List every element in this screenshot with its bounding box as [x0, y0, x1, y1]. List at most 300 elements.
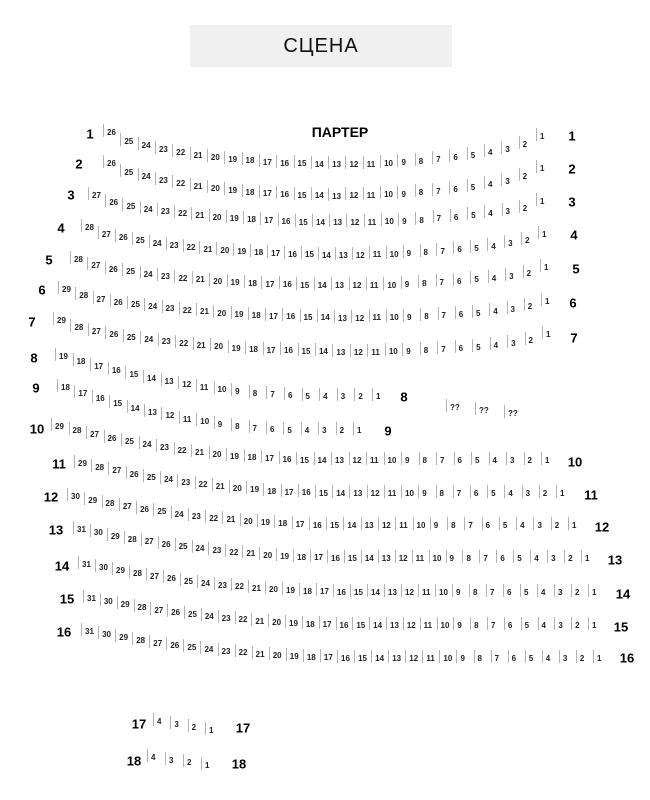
seat[interactable]: 10 — [429, 550, 445, 563]
seat[interactable]: 8 — [447, 517, 463, 530]
seat[interactable]: 16 — [279, 276, 295, 289]
seat[interactable]: 9 — [430, 517, 446, 530]
seat[interactable]: 2 — [525, 332, 541, 345]
seat[interactable]: 10 — [386, 309, 402, 322]
seat[interactable]: 21 — [222, 511, 238, 524]
seat[interactable]: 21 — [242, 545, 258, 558]
seat[interactable]: 4 — [538, 617, 554, 630]
seat[interactable]: 16 — [278, 213, 294, 226]
seat[interactable]: 21 — [190, 147, 206, 160]
seat[interactable]: 11 — [395, 517, 411, 530]
seat[interactable]: 11 — [384, 485, 400, 498]
seat[interactable]: 16 — [284, 246, 300, 259]
seat[interactable]: 4 — [153, 713, 169, 726]
seat[interactable]: 14 — [314, 277, 330, 290]
seat[interactable]: 25 — [143, 469, 159, 482]
seat[interactable]: 7 — [432, 183, 448, 196]
seat[interactable]: 3 — [501, 141, 517, 154]
seat[interactable]: 15 — [296, 452, 312, 465]
seat[interactable]: 6 — [266, 421, 282, 434]
seat[interactable]: 24 — [171, 506, 187, 519]
seat[interactable]: 28 — [75, 287, 91, 300]
seat[interactable]: 6 — [449, 181, 465, 194]
seat[interactable]: 18 — [242, 152, 258, 165]
seat[interactable]: 5 — [472, 305, 488, 318]
seat[interactable]: 13 — [361, 517, 377, 530]
seat[interactable]: 5 — [283, 422, 299, 435]
seat[interactable]: 23 — [157, 268, 173, 281]
seat[interactable]: 10 — [380, 186, 396, 199]
seat[interactable]: 3 — [554, 584, 570, 597]
seat[interactable]: 7 — [436, 452, 452, 465]
seat[interactable]: 19 — [276, 548, 292, 561]
seat[interactable]: 26 — [105, 261, 121, 274]
seat[interactable]: 11 — [366, 452, 382, 465]
seat[interactable]: 6 — [482, 517, 498, 530]
seat[interactable]: 4 — [488, 270, 504, 283]
seat[interactable]: 18 — [73, 353, 89, 366]
seat[interactable]: 31 — [83, 590, 99, 603]
seat[interactable]: 4 — [147, 749, 163, 762]
seat[interactable]: 17 — [292, 516, 308, 529]
seat[interactable]: 5 — [467, 179, 483, 192]
seat[interactable]: 2 — [519, 200, 535, 213]
seat[interactable]: 9 — [397, 186, 413, 199]
seat[interactable]: 12 — [352, 247, 368, 260]
seat[interactable]: 20 — [209, 209, 225, 222]
seat[interactable]: 10 — [401, 485, 417, 498]
seat[interactable]: 27 — [108, 462, 124, 475]
seat[interactable]: 23 — [208, 542, 224, 555]
seat[interactable]: 2 — [571, 584, 587, 597]
seat[interactable]: 7 — [266, 386, 282, 399]
seat[interactable]: 14 — [314, 452, 330, 465]
seat[interactable]: 19 — [228, 340, 244, 353]
seat[interactable]: 4 — [530, 550, 546, 563]
seat[interactable]: 6 — [503, 584, 519, 597]
seat[interactable]: 20 — [207, 180, 223, 193]
seat[interactable]: 20 — [213, 305, 229, 318]
seat[interactable]: 13 — [388, 650, 404, 663]
seat[interactable]: 21 — [248, 580, 264, 593]
seat[interactable]: 16 — [309, 517, 325, 530]
seat[interactable]: 23 — [177, 474, 193, 487]
seat[interactable]: 25 — [120, 133, 136, 146]
seat[interactable]: 3 — [502, 203, 518, 216]
seat[interactable]: 21 — [252, 646, 268, 659]
seat[interactable]: 13 — [349, 485, 365, 498]
seat[interactable]: 13 — [331, 452, 347, 465]
seat[interactable]: 13 — [334, 310, 350, 323]
seat[interactable]: 9 — [214, 416, 230, 429]
seat[interactable]: 5 — [525, 650, 541, 663]
seat[interactable]: 6 — [470, 485, 486, 498]
seat[interactable]: 11 — [364, 214, 380, 227]
seat[interactable]: 10 — [381, 213, 397, 226]
seat[interactable]: 5 — [472, 339, 488, 352]
seat[interactable]: 19 — [227, 274, 243, 287]
seat[interactable]: 12 — [405, 650, 421, 663]
seat[interactable]: 14 — [369, 617, 385, 630]
seat[interactable]: 8 — [474, 650, 490, 663]
seat[interactable]: 3 — [501, 173, 517, 186]
seat[interactable]: 15 — [315, 485, 331, 498]
seat[interactable]: 4 — [489, 303, 505, 316]
seat[interactable]: 2 — [576, 650, 592, 663]
seat[interactable]: 27 — [88, 323, 104, 336]
seat[interactable]: 29 — [117, 596, 133, 609]
seat[interactable]: 22 — [195, 476, 211, 489]
seat[interactable]: 18 — [242, 184, 258, 197]
seat[interactable]: 21 — [251, 613, 267, 626]
seat[interactable]: 7 — [438, 307, 454, 320]
seat[interactable]: 16 — [336, 617, 352, 630]
seat[interactable]: 4 — [487, 238, 503, 251]
seat[interactable]: 9 — [456, 650, 472, 663]
seat[interactable]: 7 — [464, 517, 480, 530]
seat[interactable]: 26 — [167, 604, 183, 617]
seat[interactable]: 19 — [246, 481, 262, 494]
seat[interactable]: 12 — [350, 344, 366, 357]
seat[interactable]: 7 — [487, 617, 503, 630]
seat[interactable]: 7 — [433, 210, 449, 223]
seat[interactable]: 12 — [395, 550, 411, 563]
seat[interactable]: 3 — [337, 388, 353, 401]
seat[interactable]: 10 — [384, 452, 400, 465]
seat[interactable]: 8 — [415, 184, 431, 197]
seat[interactable]: 10 — [435, 584, 451, 597]
seat[interactable]: 5 — [467, 147, 483, 160]
seat[interactable]: 19 — [226, 210, 242, 223]
seat[interactable]: 22 — [174, 205, 190, 218]
seat[interactable]: 10 — [380, 155, 396, 168]
seat[interactable]: 15 — [352, 617, 368, 630]
seat[interactable]: 13 — [331, 277, 347, 290]
seat[interactable]: 24 — [149, 235, 165, 248]
seat[interactable]: 23 — [158, 333, 174, 346]
seat[interactable]: 12 — [349, 452, 365, 465]
seat[interactable]: 26 — [166, 637, 182, 650]
seat[interactable]: 18 — [274, 515, 290, 528]
seat[interactable]: 4 — [490, 337, 506, 350]
seat[interactable]: 26 — [104, 430, 120, 443]
seat[interactable]: 24 — [201, 608, 217, 621]
seat[interactable]: 10 — [439, 650, 455, 663]
seat[interactable]: 12 — [351, 310, 367, 323]
seat[interactable]: 1 — [556, 485, 572, 498]
seat[interactable]: 5 — [470, 240, 486, 253]
seat[interactable]: 22 — [175, 335, 191, 348]
seat[interactable]: 8 — [419, 452, 435, 465]
seat[interactable]: 26 — [103, 124, 119, 137]
seat[interactable]: 28 — [70, 251, 86, 264]
seat[interactable]: 27 — [93, 291, 109, 304]
seat[interactable]: 23 — [157, 203, 173, 216]
seat[interactable]: 23 — [155, 141, 171, 154]
seat[interactable]: 6 — [453, 273, 469, 286]
seat[interactable]: 8 — [436, 485, 452, 498]
seat[interactable]: 2 — [524, 452, 540, 465]
seat[interactable]: 7 — [436, 243, 452, 256]
seat[interactable]: 28 — [124, 531, 140, 544]
seat[interactable]: 7 — [491, 650, 507, 663]
seat[interactable]: 21 — [191, 444, 207, 457]
seat[interactable]: 14 — [318, 247, 334, 260]
seat[interactable]: 1 — [593, 650, 609, 663]
seat[interactable]: 30 — [100, 593, 116, 606]
seat[interactable]: 20 — [216, 242, 232, 255]
seat[interactable]: 26 — [105, 326, 121, 339]
seat[interactable]: 24 — [144, 298, 160, 311]
seat[interactable]: 30 — [90, 524, 106, 537]
seat[interactable]: 19 — [233, 243, 249, 256]
seat[interactable]: 27 — [150, 602, 166, 615]
seat[interactable]: 8 — [420, 342, 436, 355]
seat[interactable]: 9 — [401, 452, 417, 465]
seat[interactable]: 25 — [183, 639, 199, 652]
seat[interactable]: 20 — [240, 513, 256, 526]
seat[interactable]: 27 — [141, 533, 157, 546]
seat[interactable]: 12 — [345, 156, 361, 169]
seat[interactable]: 18 — [243, 211, 259, 224]
seat[interactable]: 3 — [554, 617, 570, 630]
seat[interactable]: 22 — [174, 442, 190, 455]
seat[interactable]: 10 — [386, 246, 402, 259]
seat[interactable]: 16 — [327, 550, 343, 563]
seat[interactable]: 18 — [303, 649, 319, 662]
seat[interactable]: 3 — [505, 268, 521, 281]
seat[interactable]: 20 — [209, 273, 225, 286]
seat[interactable]: 1 — [538, 226, 554, 239]
seat[interactable]: 10 — [413, 517, 429, 530]
seat[interactable]: 15 — [296, 277, 312, 290]
seat[interactable]: 22 — [225, 544, 241, 557]
seat[interactable]: 12 — [378, 517, 394, 530]
seat[interactable]: 22 — [174, 270, 190, 283]
seat[interactable]: 7 — [479, 550, 495, 563]
seat[interactable]: 17 — [263, 342, 279, 355]
seat[interactable]: 20 — [268, 614, 284, 627]
seat[interactable]: 24 — [200, 641, 216, 654]
seat[interactable]: 2 — [519, 168, 535, 181]
seat[interactable]: 3 — [533, 517, 549, 530]
seat[interactable]: 9 — [231, 383, 247, 396]
seat[interactable]: 23 — [155, 172, 171, 185]
seat[interactable]: 16 — [333, 584, 349, 597]
seat[interactable]: 11 — [369, 309, 385, 322]
seat[interactable]: 24 — [192, 540, 208, 553]
seat[interactable]: 25 — [184, 606, 200, 619]
seat[interactable]: 2 — [519, 136, 535, 149]
seat[interactable]: 11 — [179, 411, 195, 424]
seat[interactable]: 14 — [311, 187, 327, 200]
seat[interactable]: 13 — [332, 344, 348, 357]
seat[interactable]: 25 — [180, 573, 196, 586]
seat[interactable]: 28 — [134, 599, 150, 612]
seat[interactable]: 25 — [132, 232, 148, 245]
seat[interactable]: 25 — [122, 198, 138, 211]
seat[interactable]: 17 — [267, 245, 283, 258]
seat[interactable]: 20 — [259, 547, 275, 560]
seat[interactable]: 5 — [487, 485, 503, 498]
seat[interactable]: 1 — [541, 452, 557, 465]
seat[interactable]: 15 — [298, 343, 314, 356]
seat[interactable]: 20 — [207, 149, 223, 162]
seat[interactable]: 7 — [486, 584, 502, 597]
seat[interactable]: 31 — [81, 623, 97, 636]
seat[interactable]: 6 — [453, 241, 469, 254]
seat[interactable]: 29 — [51, 418, 67, 431]
seat[interactable]: 14 — [361, 550, 377, 563]
seat[interactable]: 1 — [588, 617, 604, 630]
seat[interactable]: 17 — [281, 484, 297, 497]
seat[interactable]: 23 — [188, 508, 204, 521]
seat[interactable]: 16 — [276, 155, 292, 168]
seat[interactable]: 25 — [153, 503, 169, 516]
seat[interactable]: 2 — [551, 517, 567, 530]
seat[interactable]: 26 — [115, 229, 131, 242]
seat[interactable]: 29 — [74, 455, 90, 468]
seat[interactable]: 6 — [449, 149, 465, 162]
seat[interactable]: 17 — [316, 583, 332, 596]
seat[interactable]: 20 — [209, 446, 225, 459]
seat[interactable]: 18 — [250, 244, 266, 257]
seat[interactable]: 12 — [367, 485, 383, 498]
seat[interactable]: 21 — [193, 337, 209, 350]
seat[interactable]: 5 — [471, 452, 487, 465]
seat[interactable]: 14 — [317, 309, 333, 322]
seat[interactable]: 18 — [244, 275, 260, 288]
seat[interactable]: ?? — [504, 405, 528, 418]
seat[interactable]: 28 — [132, 632, 148, 645]
seat[interactable]: 12 — [403, 617, 419, 630]
seat[interactable]: 13 — [329, 214, 345, 227]
seat[interactable]: 24 — [139, 436, 155, 449]
seat[interactable]: 14 — [311, 156, 327, 169]
seat[interactable]: 15 — [301, 246, 317, 259]
seat[interactable]: 23 — [218, 610, 234, 623]
seat[interactable]: 25 — [120, 164, 136, 177]
seat[interactable]: 17 — [259, 185, 275, 198]
seat[interactable]: 15 — [300, 309, 316, 322]
seat[interactable]: 22 — [172, 175, 188, 188]
seat[interactable]: 1 — [581, 550, 597, 563]
seat[interactable]: 18 — [293, 549, 309, 562]
seat[interactable]: 2 — [336, 422, 352, 435]
seat[interactable]: 14 — [367, 584, 383, 597]
seat[interactable]: 26 — [126, 466, 142, 479]
seat[interactable]: 13 — [328, 156, 344, 169]
seat[interactable]: 28 — [91, 459, 107, 472]
seat[interactable]: 19 — [55, 348, 71, 361]
seat[interactable]: 19 — [231, 306, 247, 319]
seat[interactable]: 6 — [454, 452, 470, 465]
seat[interactable]: 11 — [422, 650, 438, 663]
seat[interactable]: 15 — [350, 584, 366, 597]
seat[interactable]: 17 — [310, 549, 326, 562]
seat[interactable]: 13 — [161, 373, 177, 386]
seat[interactable]: 13 — [384, 584, 400, 597]
seat[interactable]: 7 — [436, 274, 452, 287]
seat[interactable]: 18 — [244, 449, 260, 462]
seat[interactable]: 10 — [214, 381, 230, 394]
seat[interactable]: 6 — [508, 650, 524, 663]
seat[interactable]: 3 — [170, 716, 186, 729]
seat[interactable]: 12 — [345, 187, 361, 200]
seat[interactable]: 29 — [53, 312, 69, 325]
seat[interactable]: 11 — [369, 246, 385, 259]
seat[interactable]: 4 — [537, 584, 553, 597]
seat[interactable]: 14 — [315, 343, 331, 356]
seat[interactable]: 26 — [163, 570, 179, 583]
seat[interactable]: 17 — [90, 358, 106, 371]
seat[interactable]: 3 — [318, 422, 334, 435]
seat[interactable]: ?? — [446, 399, 470, 412]
seat[interactable]: 21 — [196, 303, 212, 316]
seat[interactable]: 1 — [541, 293, 557, 306]
seat[interactable]: 24 — [140, 331, 156, 344]
seat[interactable]: 22 — [235, 644, 251, 657]
seat[interactable]: 27 — [86, 426, 102, 439]
seat[interactable]: 4 — [542, 650, 558, 663]
seat[interactable]: 8 — [418, 275, 434, 288]
seat[interactable]: 5 — [513, 550, 529, 563]
seat[interactable]: 19 — [285, 615, 301, 628]
seat[interactable]: 11 — [420, 617, 436, 630]
seat[interactable]: 8 — [231, 418, 247, 431]
seat[interactable]: 26 — [158, 536, 174, 549]
seat[interactable]: 3 — [507, 335, 523, 348]
seat[interactable]: 22 — [172, 144, 188, 157]
seat[interactable]: 8 — [420, 308, 436, 321]
seat[interactable]: 11 — [418, 584, 434, 597]
seat[interactable]: 27 — [98, 226, 114, 239]
seat[interactable]: 16 — [276, 186, 292, 199]
seat[interactable]: 24 — [140, 201, 156, 214]
seat[interactable]: 27 — [149, 635, 165, 648]
seat[interactable]: 1 — [372, 388, 388, 401]
seat[interactable]: 6 — [450, 209, 466, 222]
seat[interactable]: 6 — [455, 306, 471, 319]
seat[interactable]: 8 — [249, 385, 265, 398]
seat[interactable]: 28 — [81, 219, 97, 232]
seat[interactable]: ?? — [475, 402, 499, 415]
seat[interactable]: 29 — [115, 629, 131, 642]
seat[interactable]: 17 — [74, 385, 90, 398]
seat[interactable]: 8 — [462, 550, 478, 563]
seat[interactable]: 28 — [102, 495, 118, 508]
seat[interactable]: 16 — [279, 451, 295, 464]
seat[interactable]: 23 — [162, 300, 178, 313]
seat[interactable]: 4 — [484, 176, 500, 189]
seat[interactable]: 17 — [259, 154, 275, 167]
seat[interactable]: 22 — [231, 578, 247, 591]
seat[interactable]: 27 — [88, 187, 104, 200]
seat[interactable]: 24 — [138, 168, 154, 181]
seat[interactable]: 12 — [349, 277, 365, 290]
seat[interactable]: 9 — [418, 485, 434, 498]
seat[interactable]: 25 — [121, 433, 137, 446]
seat[interactable]: 3 — [165, 752, 181, 765]
seat[interactable]: 13 — [335, 247, 351, 260]
seat[interactable]: 1 — [536, 128, 552, 141]
seat[interactable]: 21 — [199, 241, 215, 254]
seat[interactable]: 18 — [263, 483, 279, 496]
seat[interactable]: 2 — [188, 719, 204, 732]
seat[interactable]: 7 — [437, 341, 453, 354]
seat[interactable]: 9 — [403, 309, 419, 322]
seat[interactable]: 19 — [224, 182, 240, 195]
